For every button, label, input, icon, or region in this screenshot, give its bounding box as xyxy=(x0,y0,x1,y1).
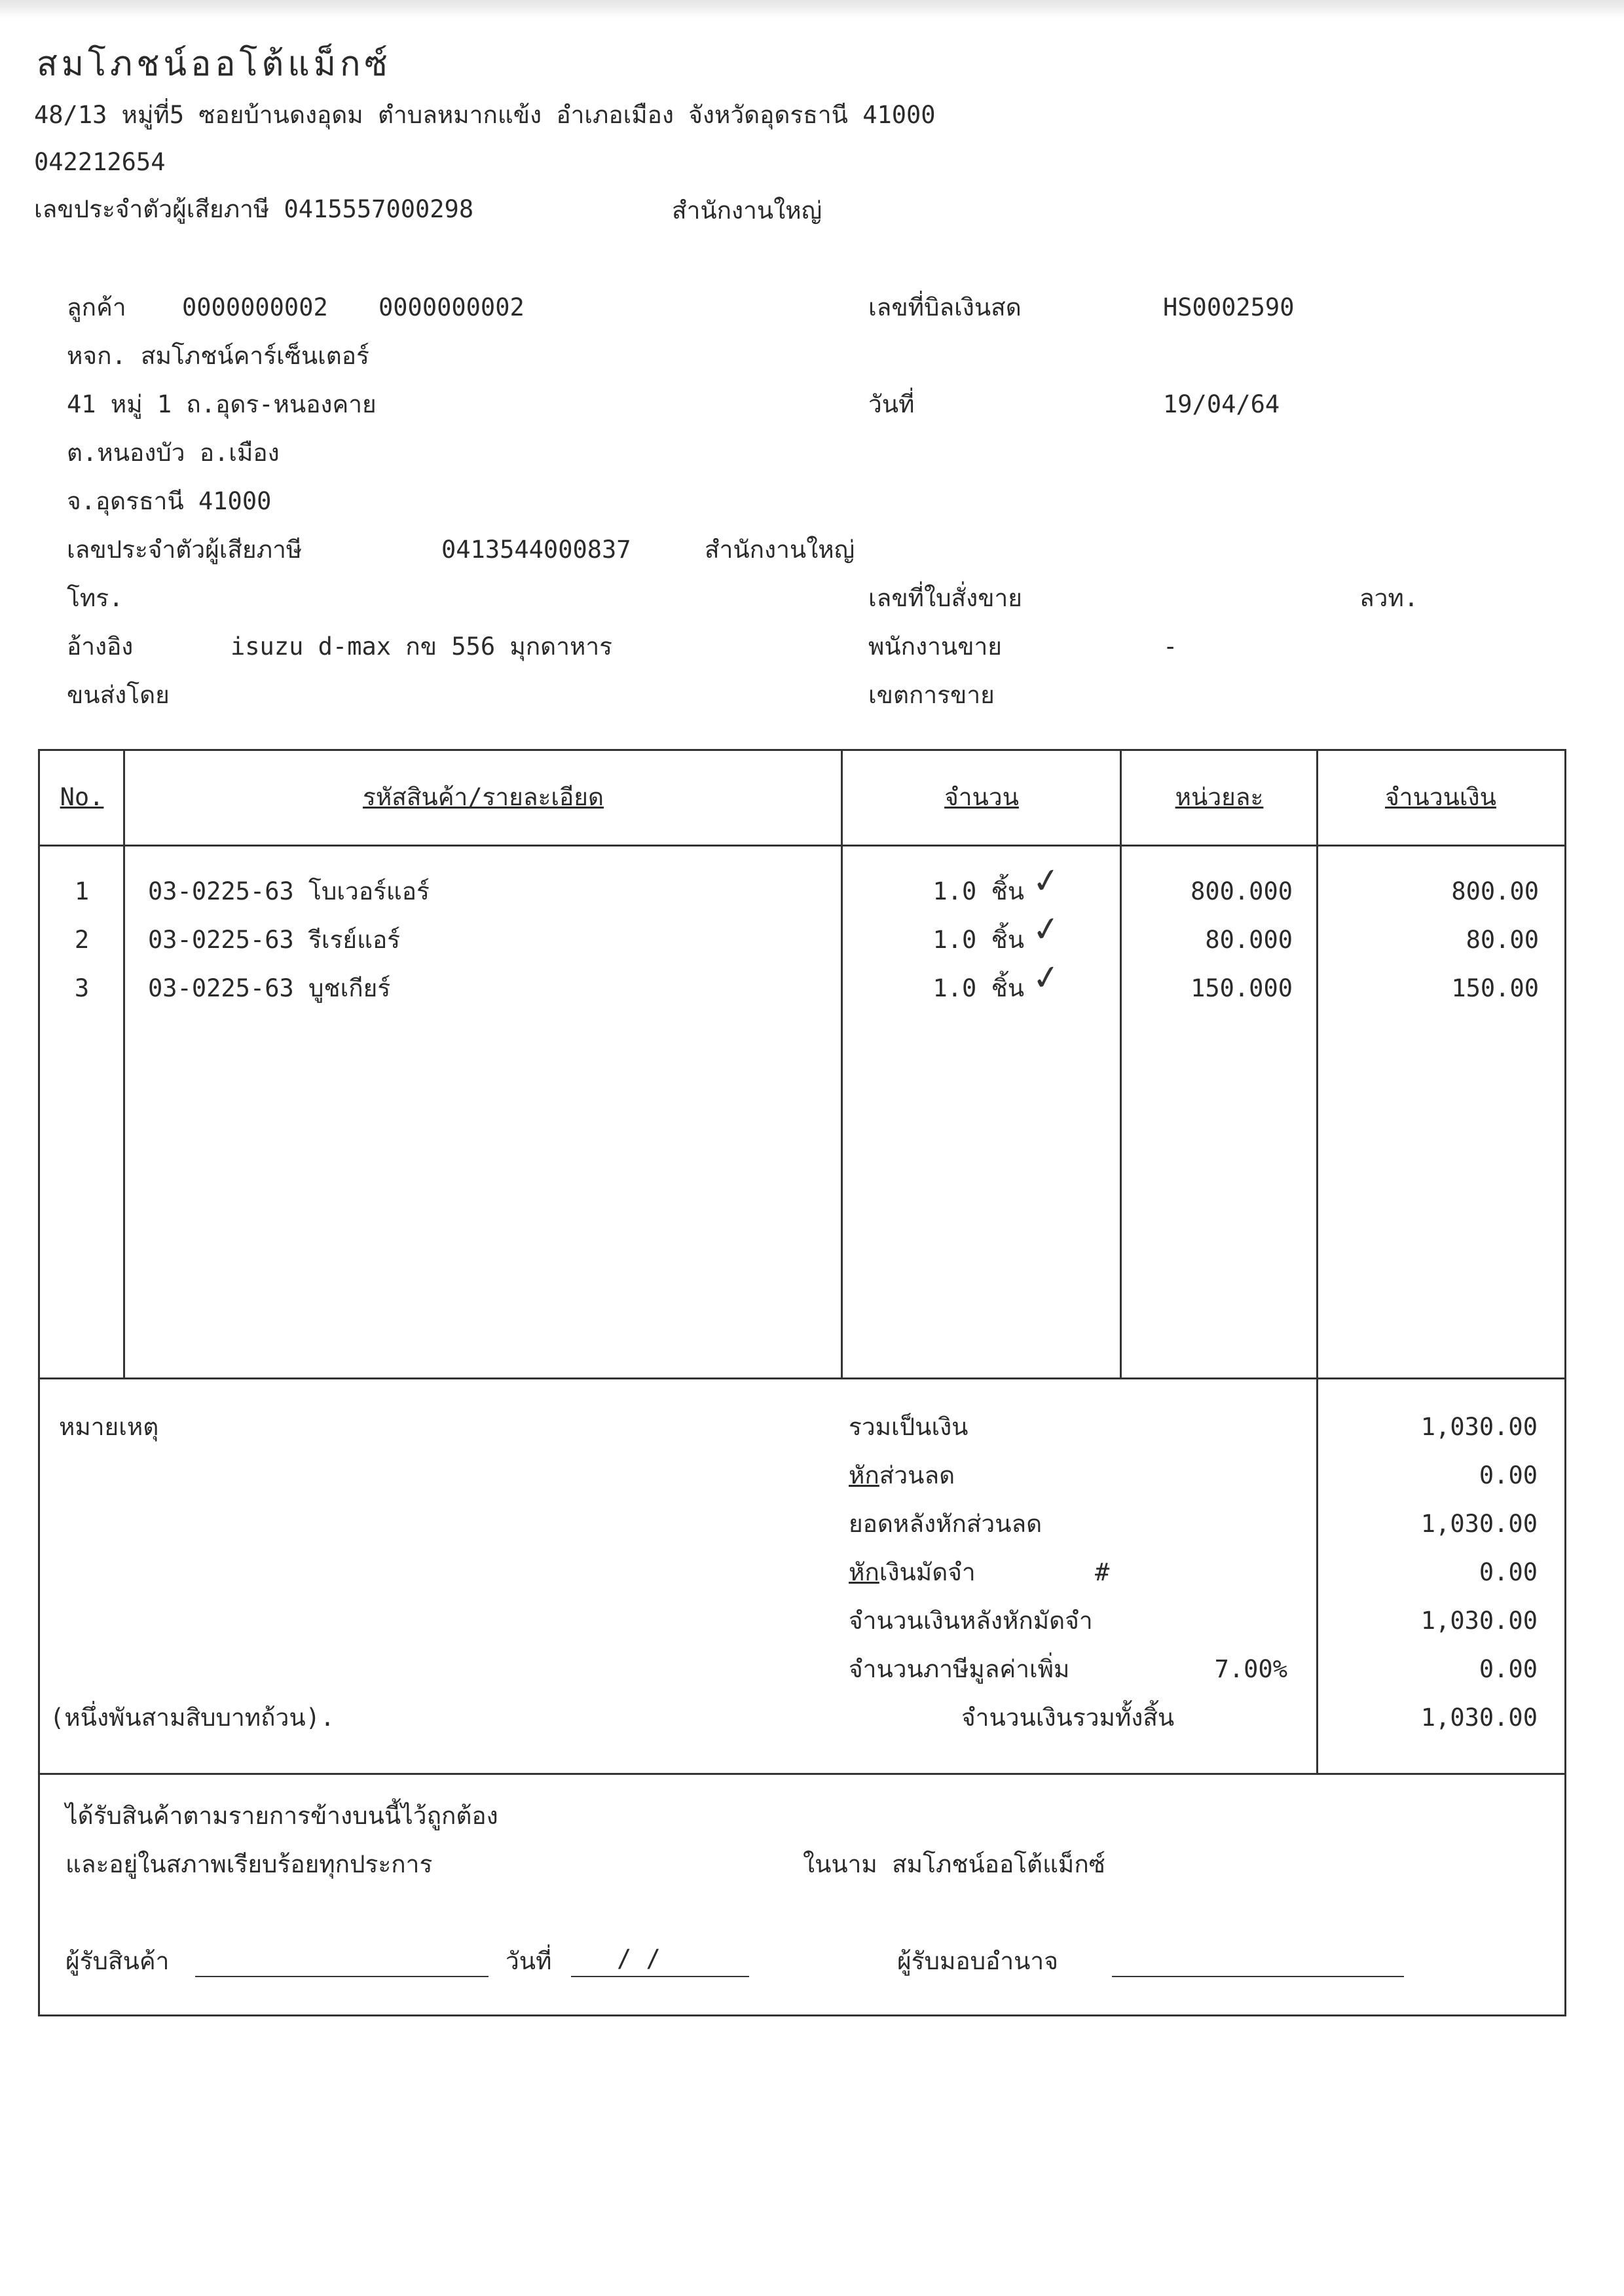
receive-date-slashes: / / xyxy=(617,1944,661,1973)
customer-tax-label: เลขประจำตัวผู้เสียภาษี xyxy=(67,536,303,564)
row-2-description: 03-0225-63 รีเรย์แอร์ xyxy=(148,926,401,954)
reference-value: isuzu d-max กข 556 มุกดาหาร xyxy=(231,632,613,661)
row-1-unit-price: 800.000 xyxy=(1190,877,1293,905)
company-tax-id: เลขประจำตัวผู้เสียภาษี 0415557000298 xyxy=(34,195,474,223)
company-name: สมโภชน์ออโต้แม็กซ์ xyxy=(37,45,392,84)
salesperson-label: พนักงานขาย xyxy=(868,632,1002,661)
row-1-description: 03-0225-63 โบเวอร์แอร์ xyxy=(148,877,430,905)
company-phone: 042212654 xyxy=(34,148,166,176)
discount-label-rest: ส่วนลด xyxy=(879,1461,955,1489)
after-deposit-value: 1,030.00 xyxy=(1420,1607,1538,1635)
subtotal-value: 1,030.00 xyxy=(1420,1413,1538,1441)
receive-date-label: วันที่ xyxy=(506,1947,552,1975)
grand-total-label: จำนวนเงินรวมทั้งสิ้น xyxy=(961,1704,1175,1732)
row-1-check-icon: ✓ xyxy=(1029,860,1063,903)
subtotal-label: รวมเป็นเงิน xyxy=(849,1413,969,1441)
received-statement-2: และอยู่ในสภาพเรียบร้อยทุกประการ xyxy=(65,1850,433,1878)
discount-label-deduct: หัก xyxy=(849,1461,879,1489)
row-1-quantity: 1.0 ชิ้น xyxy=(932,877,1024,905)
authorized-signature-line xyxy=(1112,1976,1404,1977)
header-description: รหัสสินค้า/รายละเอียด xyxy=(363,783,604,811)
row-1-amount: 800.00 xyxy=(1451,877,1539,905)
vat-rate: 7.00% xyxy=(1214,1655,1287,1683)
authorized-label: ผู้รับมอบอำนาจ xyxy=(897,1947,1058,1975)
grand-total-value: 1,030.00 xyxy=(1420,1704,1538,1732)
after-discount-value: 1,030.00 xyxy=(1420,1510,1538,1538)
after-discount-label: ยอดหลังหักส่วนลด xyxy=(849,1510,1043,1538)
row-3-check-icon: ✓ xyxy=(1029,957,1063,1000)
summary-bottom-divider xyxy=(38,1773,1564,1775)
date-value: 19/04/64 xyxy=(1163,390,1280,418)
row-3-quantity: 1.0 ชิ้น xyxy=(932,974,1024,1002)
remark-label: หมายเหตุ xyxy=(59,1413,159,1441)
customer-address-1: 41 หมู่ 1 ถ.อุดร-หนองคาย xyxy=(67,390,377,418)
customer-label: ลูกค้า xyxy=(67,293,126,321)
bill-number: HS0002590 xyxy=(1163,293,1295,321)
reference-label: อ้างอิง xyxy=(67,632,134,661)
discount-value: 0.00 xyxy=(1479,1461,1538,1489)
header-no: No. xyxy=(60,783,104,811)
header-quantity: จำนวน xyxy=(944,783,1019,811)
header-amount: จำนวนเงิน xyxy=(1385,783,1496,811)
customer-phone-label: โทร. xyxy=(67,584,124,612)
order-number-value: ลวท. xyxy=(1359,584,1419,612)
company-address: 48/13 หมู่ที่5 ซอยบ้านดงอุดม ตำบลหมากแข้ง อำเภอเมือง จังหวัดอุดรธานี 41000 xyxy=(34,101,936,129)
row-1-no: 1 xyxy=(74,877,90,905)
row-2-check-icon: ✓ xyxy=(1029,908,1063,951)
deposit-value: 0.00 xyxy=(1479,1558,1538,1586)
on-behalf-of: ในนาม สมโภชน์ออโต้แม็กซ์ xyxy=(803,1850,1105,1878)
deposit-label-rest: เงินมัดจำ xyxy=(879,1558,976,1586)
header-unit-price: หน่วยละ xyxy=(1175,783,1264,811)
row-2-no: 2 xyxy=(74,926,90,954)
customer-name: หจก. สมโภชน์คาร์เซ็นเตอร์ xyxy=(67,342,369,370)
after-deposit-label: จำนวนเงินหลังหักมัดจำ xyxy=(849,1607,1093,1635)
receive-date-line xyxy=(571,1976,749,1977)
row-2-amount: 80.00 xyxy=(1466,926,1539,954)
col-divider-3 xyxy=(1120,749,1122,1377)
customer-code-1: 0000000002 xyxy=(182,293,328,321)
customer-code-2: 0000000002 xyxy=(378,293,525,321)
date-label: วันที่ xyxy=(868,390,915,418)
col-divider-2 xyxy=(841,749,843,1377)
order-number-label: เลขที่ใบสั่งขาย xyxy=(868,584,1022,612)
receiver-label: ผู้รับสินค้า xyxy=(65,1947,170,1975)
col-divider-1 xyxy=(123,749,125,1377)
shipping-label: ขนส่งโดย xyxy=(67,681,170,709)
company-branch: สำนักงานใหญ่ xyxy=(672,196,822,225)
table-header-divider xyxy=(38,845,1564,847)
row-3-no: 3 xyxy=(74,974,90,1002)
scan-top-edge xyxy=(0,0,1624,18)
deposit-label xyxy=(849,1558,976,1587)
bill-number-label: เลขที่บิลเงินสด xyxy=(868,293,1022,321)
customer-address-2: ต.หนองบัว อ.เมือง xyxy=(67,439,280,467)
customer-branch: สำนักงานใหญ่ xyxy=(705,536,855,564)
sales-area-label: เขตการขาย xyxy=(868,681,995,709)
amount-in-words: (หนึ่งพันสามสิบบาทถ้วน). xyxy=(50,1704,335,1732)
row-2-quantity: 1.0 ชิ้น xyxy=(932,926,1024,954)
receiver-signature-line xyxy=(195,1976,489,1977)
vat-label: จำนวนภาษีมูลค่าเพิ่ม xyxy=(849,1655,1070,1683)
deposit-hash: # xyxy=(1095,1558,1110,1586)
col-divider-4 xyxy=(1316,749,1318,1773)
discount-label xyxy=(849,1461,955,1490)
row-3-unit-price: 150.000 xyxy=(1190,974,1293,1002)
customer-address-3: จ.อุดรธานี 41000 xyxy=(67,487,272,515)
row-3-amount: 150.00 xyxy=(1451,974,1539,1002)
deposit-label-deduct: หัก xyxy=(849,1558,879,1586)
row-2-unit-price: 80.000 xyxy=(1205,926,1293,954)
vat-value: 0.00 xyxy=(1479,1655,1538,1683)
salesperson-value: - xyxy=(1163,632,1178,661)
table-items-bottom-divider xyxy=(38,1377,1564,1379)
customer-tax-id: 0413544000837 xyxy=(441,536,631,564)
row-3-description: 03-0225-63 บูชเกียร์ xyxy=(148,974,391,1002)
received-statement-1: ได้รับสินค้าตามรายการข้างบนนี้ไว้ถูกต้อง xyxy=(65,1802,498,1830)
